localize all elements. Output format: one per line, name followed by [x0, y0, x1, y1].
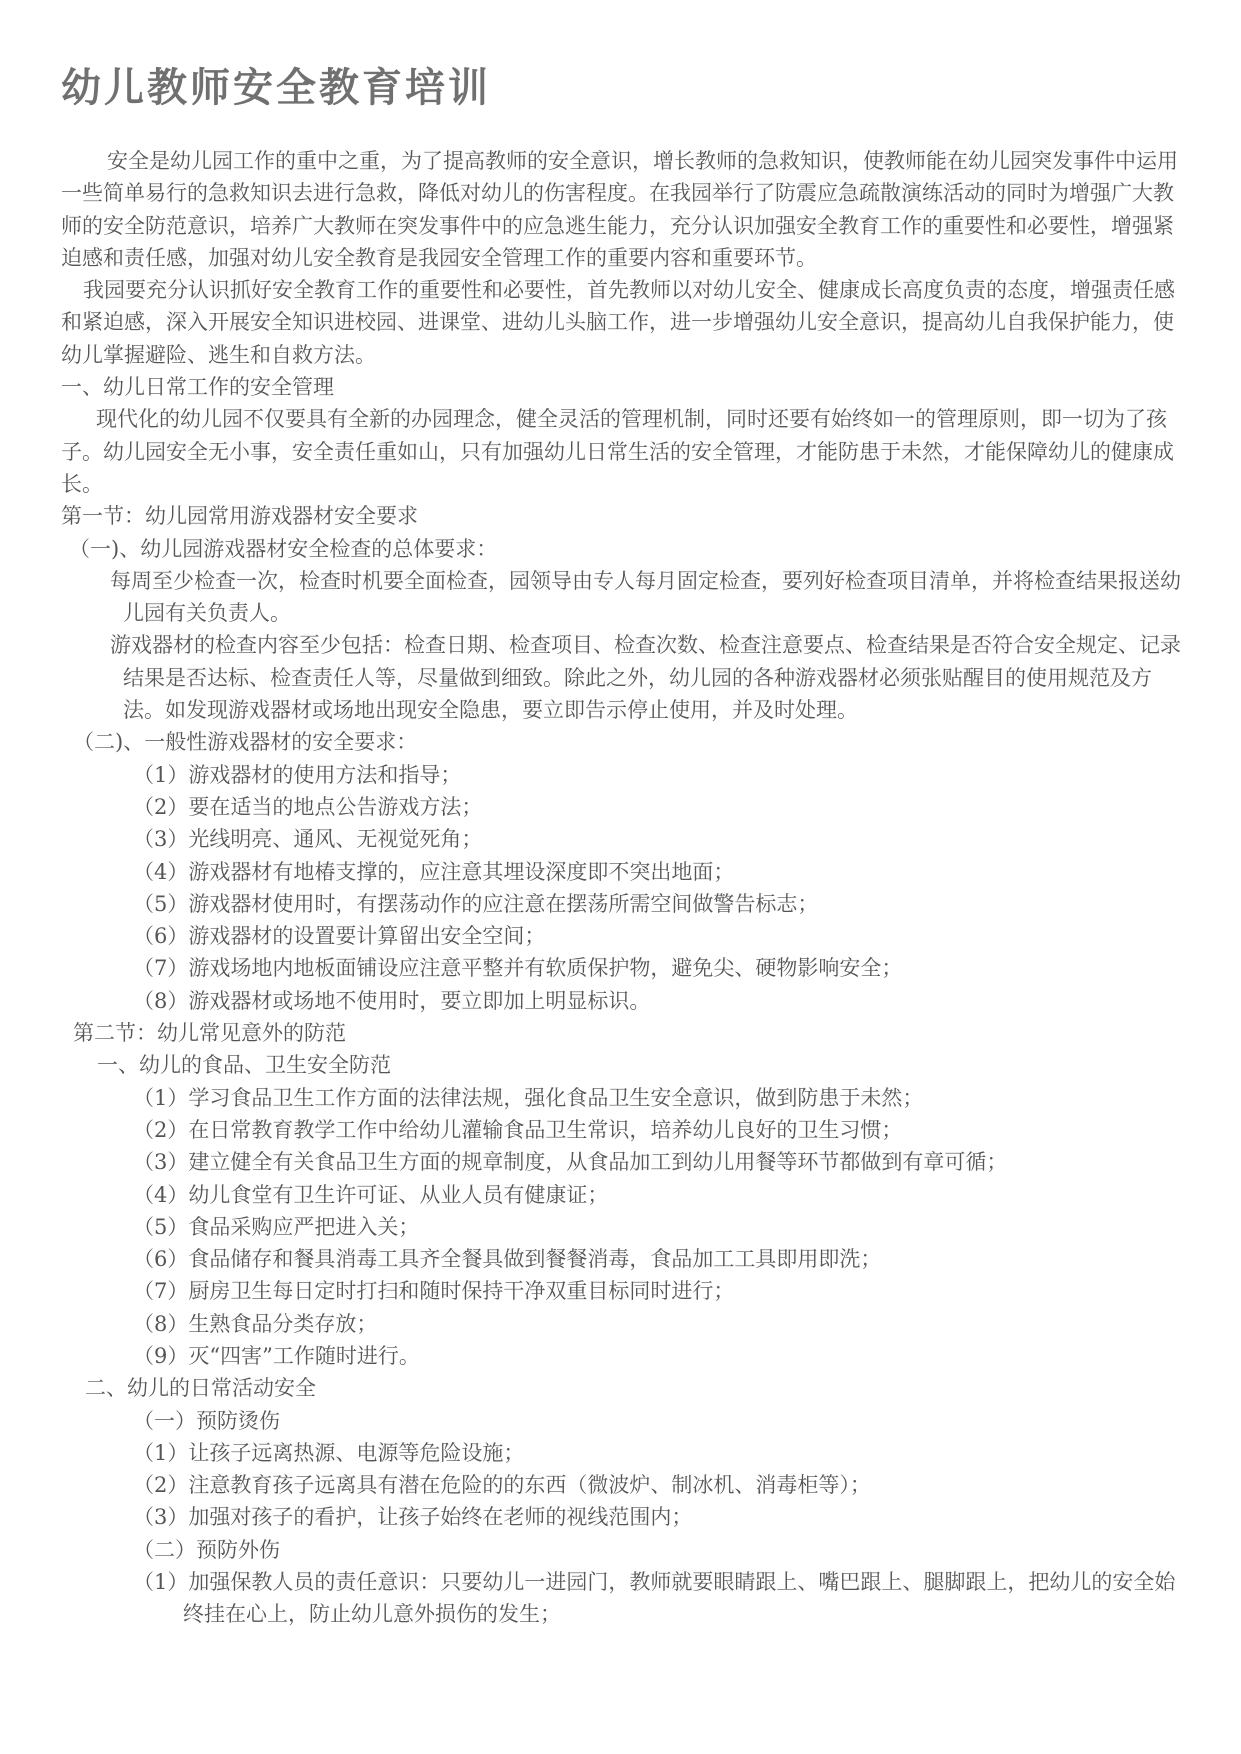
equipment-item: （2）要在适当的地点公告游戏方法； [133, 794, 483, 819]
equipment-item: （3）光线明亮、通风、无视觉死角； [133, 827, 483, 852]
food-item: （9）灭“四害”工作随时进行。 [133, 1343, 420, 1368]
food-item: （8）生熟食品分类存放； [133, 1311, 378, 1336]
section-2-heading: 第二节：幼儿常见意外的防范 [73, 1021, 346, 1046]
injury-prevention-heading: （二）预防外伤 [133, 1537, 280, 1562]
food-item: （5）食品采购应严把进入关； [133, 1214, 420, 1239]
equipment-item: （6）游戏器材的设置要计算留出安全空间； [133, 924, 546, 949]
burn-prevention-heading: （一）预防烫伤 [133, 1408, 280, 1433]
food-safety-heading: 一、幼儿的食品、卫生安全防范 [97, 1053, 391, 1078]
subsection-1-heading: （一)、幼儿园游戏器材安全检查的总体要求： [69, 536, 498, 561]
food-item: （3）建立健全有关食品卫生方面的规章制度，从食品加工到幼儿用餐等环节都做到有章可循； [133, 1150, 1008, 1175]
check-paragraph-2: 游戏器材的检查内容至少包括：检查日期、检查项目、检查次数、检查注意要点、检查结果是否符合安全规定、记录结果是否达标、检查责任人等，尽量做到细致。除此之外，幼儿园的各种游戏器材必须张贴醒目的使用规范及方法。如发现游戏器材或场地出现安全隐患，要立即告示停止使用，并及时处理。 [110, 633, 1181, 723]
section-1-heading: 第一节：幼儿园常用游戏器材安全要求 [61, 504, 418, 529]
equipment-item: （5）游戏器材使用时，有摆荡动作的应注意在摆荡所需空间做警告标志； [133, 891, 819, 916]
equipment-item: （7）游戏场地内地板面铺设应注意平整并有软质保护物，避免尖、硬物影响安全； [133, 956, 903, 981]
section-heading-daily-management: 一、幼儿日常工作的安全管理 [61, 375, 334, 400]
equipment-item: （1）游戏器材的使用方法和指导； [133, 762, 462, 787]
food-item: （6）食品储存和餐具消毒工具齐全餐具做到餐餐消毒，食品加工工具即用即洗； [133, 1247, 882, 1272]
food-item: （2）在日常教育教学工作中给幼儿灌输食品卫生常识，培养幼儿良好的卫生习惯； [133, 1117, 903, 1142]
subsection-2-heading: （二)、一般性游戏器材的安全要求： [73, 730, 418, 755]
intro-paragraph-1: 安全是幼儿园工作的重中之重，为了提高教师的安全意识，增长教师的急救知识，使教师能在幼儿园突发事件中运用一些简单易行的急救知识去进行急救，降低对幼儿的伤害程度。在我园举行了防震应急疏散演练活动的同时为增强广大教师的安全防范意识，培养广大教师在突发事件中的应急逃生能力，充分认识加强安全教育工作的重要性和必要性，增强紧迫感和责任感，加强对幼儿安全教育是我园安全管理工作的重要内容和重要环节。 [61, 149, 1178, 270]
burn-item: （3）加强对孩子的看护，让孩子始终在老师的视线范围内； [133, 1505, 693, 1530]
intro-paragraph-2: 我园要充分认识抓好安全教育工作的重要性和必要性，首先教师以对幼儿安全、健康成长高度负责的态度，增强责任感和紧迫感，深入开展安全知识进校园、进课堂、进幼儿头脑工作，进一步增强幼儿安全意识，提高幼儿自我保护能力，使幼儿掌握避险、逃生和自救方法。 [61, 278, 1175, 367]
injury-item: （1）加强保教人员的责任意识：只要幼儿一进园门，教师就要眼睛跟上、嘴巴跟上、腿脚跟上，把幼儿的安全始终挂在心上，防止幼儿意外损伤的发生； [133, 1570, 1176, 1627]
burn-item: （1）让孩子远离热源、电源等危险设施； [133, 1440, 525, 1465]
daily-activity-heading: 二、幼儿的日常活动安全 [85, 1376, 316, 1401]
check-paragraph-1: 每周至少检查一次，检查时机要全面检查，园领导由专人每月固定检查，要列好检查项目清单，并将检查结果报送幼儿园有关负责人。 [110, 568, 1181, 626]
document-title: 幼儿教师安全教育培训 [61, 64, 491, 111]
management-paragraph: 现代化的幼儿园不仅要具有全新的办园理念，健全灵活的管理机制，同时还要有始终如一的管理原则，即一切为了孩子。幼儿园安全无小事，安全责任重如山，只有加强幼儿日常生活的安全管理，才能防患于未然，才能保障幼儿的健康成长。 [61, 407, 1174, 496]
equipment-item: （4）游戏器材有地椿支撑的，应注意其埋设深度即不突出地面； [133, 859, 735, 884]
food-item: （7）厨房卫生每日定时打扫和随时保持干净双重目标同时进行； [133, 1279, 735, 1304]
food-item: （4）幼儿食堂有卫生许可证、从业人员有健康证； [133, 1182, 609, 1207]
document-body [61, 145, 1181, 1631]
equipment-item: （8）游戏器材或场地不使用时，要立即加上明显标识。 [133, 988, 651, 1013]
food-item: （1）学习食品卫生工作方面的法律法规，强化食品卫生安全意识，做到防患于未然； [133, 1085, 924, 1110]
burn-item: （2）注意教育孩子远离具有潜在危险的的东西（微波炉、制冰机、消毒柜等）； [133, 1473, 871, 1498]
